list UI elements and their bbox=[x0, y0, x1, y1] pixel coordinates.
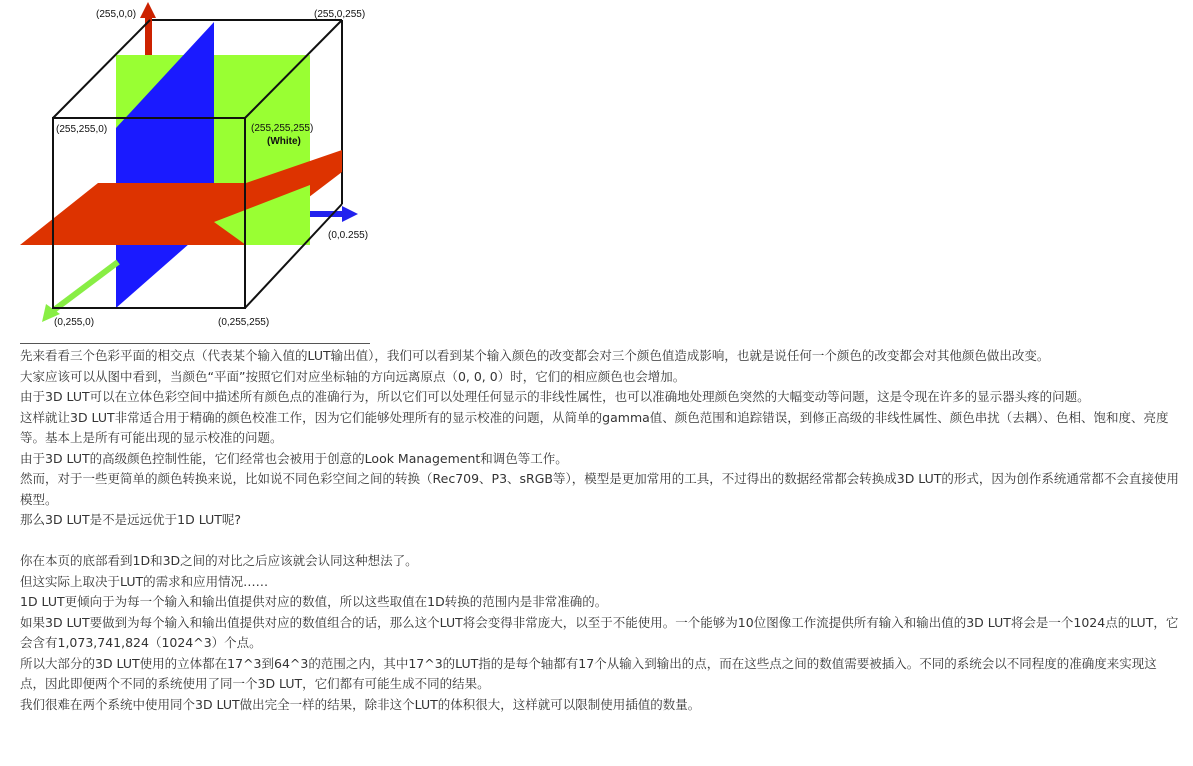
paragraph: 你在本页的底部看到1D和3D之间的对比之后应该就会认同这种想法了。 bbox=[20, 553, 418, 568]
paragraph: 然而，对于一些更简单的颜色转换来说，比如说不同色彩空间之间的转换（Rec709、P3、sRGB等），模型是更加常用的工具，不过得出的数据经常都会转换成3D LUT的形式，因为创作系统通常都不会直接使用模型。 bbox=[20, 471, 1179, 507]
paragraph: 大家应该可以从图中看到，当颜色“平面”按照它们对应坐标轴的方向远离原点（0, 0, 0）时，它们的相应颜色也会增加。 bbox=[20, 368, 686, 384]
label-magenta-corner: (255,0,255) bbox=[314, 9, 366, 20]
paragraph-spacer bbox=[20, 531, 1180, 552]
paragraph: 由于3D LUT的高级颜色控制性能，它们经常也会被用于创意的Look Management和调色等工作。 bbox=[20, 450, 568, 466]
label-red-corner: (255,0,0) bbox=[96, 9, 137, 20]
figure-divider bbox=[20, 343, 370, 344]
rgb-cube-diagram bbox=[20, 0, 380, 340]
article-body bbox=[20, 346, 1180, 715]
paragraph: 但这实际上取决于LUT的需求和应用情况…… bbox=[20, 573, 269, 589]
paragraph: 由于3D LUT可以在立体色彩空间中描述所有颜色点的准确行为，所以它们可以处理任何显示的非线性属性，也可以准确地处理颜色突然的大幅变动等问题，这是令现在许多的显示器头疼的问题。 bbox=[20, 389, 1090, 404]
label-yellow-corner: (255,255,0) bbox=[56, 124, 108, 135]
paragraph: 1D LUT更倾向于为每一个输入和输出值提供对应的数值，所以这些取值在1D转换的范围内是非常准确的。 bbox=[20, 594, 608, 609]
paragraph: 如果3D LUT要做到为每个输入和输出值提供对应的数值组合的话，那么这个LUT将会变得非常庞大，以至于不能使用。一个能够为10位图像工作流提供所有输入和输出值的3D LUT将会是一个1024点的LUT，它会含有1,073,741,824（1024^3）个点。 bbox=[20, 614, 1179, 650]
paragraph: 先来看看三个色彩平面的相交点（代表某个输入值的LUT输出值），我们可以看到某个输入颜色的改变都会对三个颜色值造成影响，也就是说任何一个颜色的改变都会对其他颜色做出改变。 bbox=[20, 348, 1050, 363]
paragraph: 这样就让3D LUT非常适合用于精确的颜色校准工作，因为它们能够处理所有的显示校准的问题，从简单的gamma值、颜色范围和追踪错误，到修正高级的非线性属性、颜色串扰（去耦）、色相、饱和度、亮度等。基本上是所有可能出现的显示校准的问题。 bbox=[20, 409, 1169, 445]
paragraph: 那么3D LUT是不是远远优于1D LUT呢? bbox=[20, 512, 241, 527]
label-white-name: (White) bbox=[267, 136, 301, 147]
paragraph: 我们很难在两个系统中使用同个3D LUT做出完全一样的结果，除非这个LUT的体积很大，这样就可以限制使用插值的数量。 bbox=[20, 696, 701, 712]
rgb-cube-svg bbox=[20, 0, 380, 340]
label-cyan-corner: (0,255,255) bbox=[218, 317, 270, 328]
paragraph: 所以大部分的3D LUT使用的立体都在17^3到64^3的范围之内，其中17^3的LUT指的是每个轴都有17个从输入到输出的点，而在这些点之间的数值需要被插入。不同的系统会以不同程度的准确度来实现这点，因此即便两个不同的系统使用了同一个3D LUT，它们都有可能生成不同的结果。 bbox=[20, 655, 1157, 691]
label-green-corner: (0,255,0) bbox=[54, 317, 95, 328]
label-white-corner: (255,255,255) bbox=[251, 123, 314, 134]
label-blue-corner: (0,0.255) bbox=[328, 230, 369, 241]
